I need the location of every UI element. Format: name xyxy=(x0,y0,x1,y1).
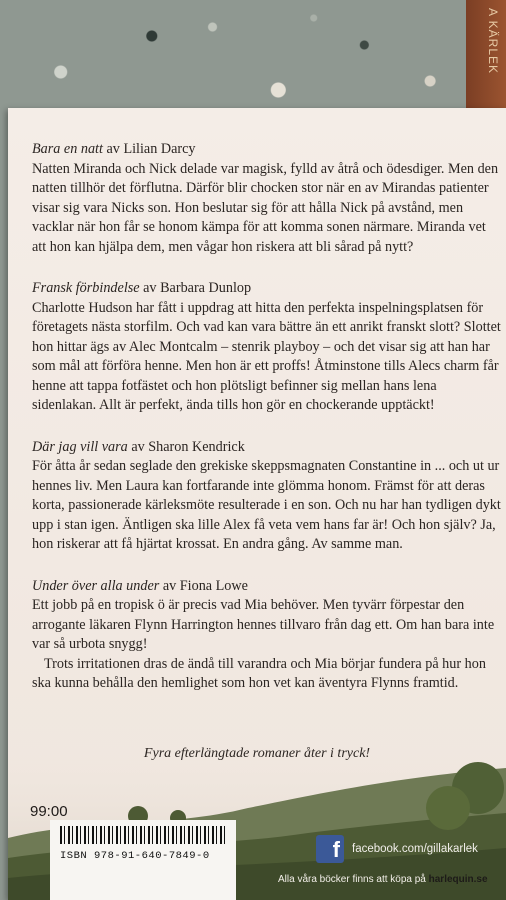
spine-text: A KÄRLEK xyxy=(486,8,500,75)
book-title: Under över alla under xyxy=(32,577,160,594)
barcode xyxy=(60,826,226,844)
blurb-text: För åtta år sedan seglade den grekiske skeppsmagnaten Constantine in ... och ut ur hennes liv. Men Laura kan fortfarande inte glömma honom. Främst för att deras korta, passionerade kärleksmöte resulterade i en son. Och nu har han tydligen dykt upp i stan igen. Äntligen ska lille Alex få veta vem hans far är! Och hon själv? Ja, hon riskerar att få hjärtat krossat. En andra gång. Av samme man. xyxy=(32,458,501,552)
book-title: Fransk förbindelse xyxy=(32,280,140,296)
blurb-list xyxy=(32,140,502,716)
blurb-1 xyxy=(32,140,502,257)
footer-text: Alla våra böcker finns att köpa på xyxy=(278,874,429,885)
blurb-3 xyxy=(32,438,502,555)
price-label: 99:00 xyxy=(30,803,68,820)
blurb-heading: Fransk förbindelse av Barbara Dunlop xyxy=(32,280,252,296)
blurb-text: Natten Miranda och Nick delade var magisk, fylld av åtrå och ödesdiger. Men den natten tillhör det förflutna. Därför blir chocken stor när en av Mirandas patienter visar sig vara Nicks son. Hon beslutar sig för att hålla Nick på avstånd, men vacklar när hon får se honom kämpa för att komma sonen närmare. Miranda vet att hon kan hjälpa dem, men vågar hon riskera att bli sårad på nytt? xyxy=(32,160,499,255)
publisher-site[interactable]: harlequin.se xyxy=(428,874,488,885)
blurb-heading: Bara en natt av Lilian Darcy xyxy=(32,141,196,157)
blurb-text: Charlotte Hudson har fått i uppdrag att hitta den perfekta inspelningsplatsen för företagets nästa storfilm. Och vad kan vara bättre än ett anrikt franskt slott? Slottet hon hittar ägs av Alec Montcalm – stenrik playboy – och det visar sig att han har som mål att förföra henne. Men hon är ett proffs! Åtminstone tills Alecs charm får henne att tappa fotfästet och hon plötsligt befinner sig mellan hans lena sidenlakan. Allt är perfekt, ända tills hon gör en chockerande upptäckt! xyxy=(32,299,501,413)
facebook-link[interactable] xyxy=(316,835,478,863)
book-title: Där jag vill vara xyxy=(32,438,128,455)
isbn-number: ISBN 978-91-640-7849-0 xyxy=(60,850,210,862)
book-author: Lilian Darcy xyxy=(123,141,196,157)
book-back-cover xyxy=(8,108,506,900)
book-title: Bara en natt xyxy=(32,141,103,157)
footer-note xyxy=(278,874,506,885)
barcode-area xyxy=(50,820,236,900)
book-author: Sharon Kendrick xyxy=(148,438,245,455)
book-author: Fiona Lowe xyxy=(179,577,248,594)
blurb-text-paragraph: Trots irritationen dras de ändå till varandra och Mia börjar fundera på hur hon ska kunna behålla den hemlighet som hon vet kan äventyra Flynns framtid. xyxy=(32,655,486,691)
blurb-4 xyxy=(32,577,502,694)
tagline: Fyra efterlängtade romaner åter i tryck! xyxy=(143,746,371,761)
blurb-text: Ett jobb på en tropisk ö är precis vad Mia behöver. Men tyvärr förpestar den arrogante läkaren Flynn Harrington hennes tillvaro från dag ett. Om han bara inte var så urbota snygg! xyxy=(32,597,495,652)
blurb-2 xyxy=(32,279,502,416)
facebook-url: facebook.com/gillakarlek xyxy=(352,843,478,855)
book-author: Barbara Dunlop xyxy=(160,280,252,296)
facebook-icon: f xyxy=(316,835,344,863)
blurb-heading: Där jag vill vara av Sharon Kendrick xyxy=(32,438,245,455)
blurb-heading: Under över alla under av Fiona Lowe xyxy=(32,577,248,594)
